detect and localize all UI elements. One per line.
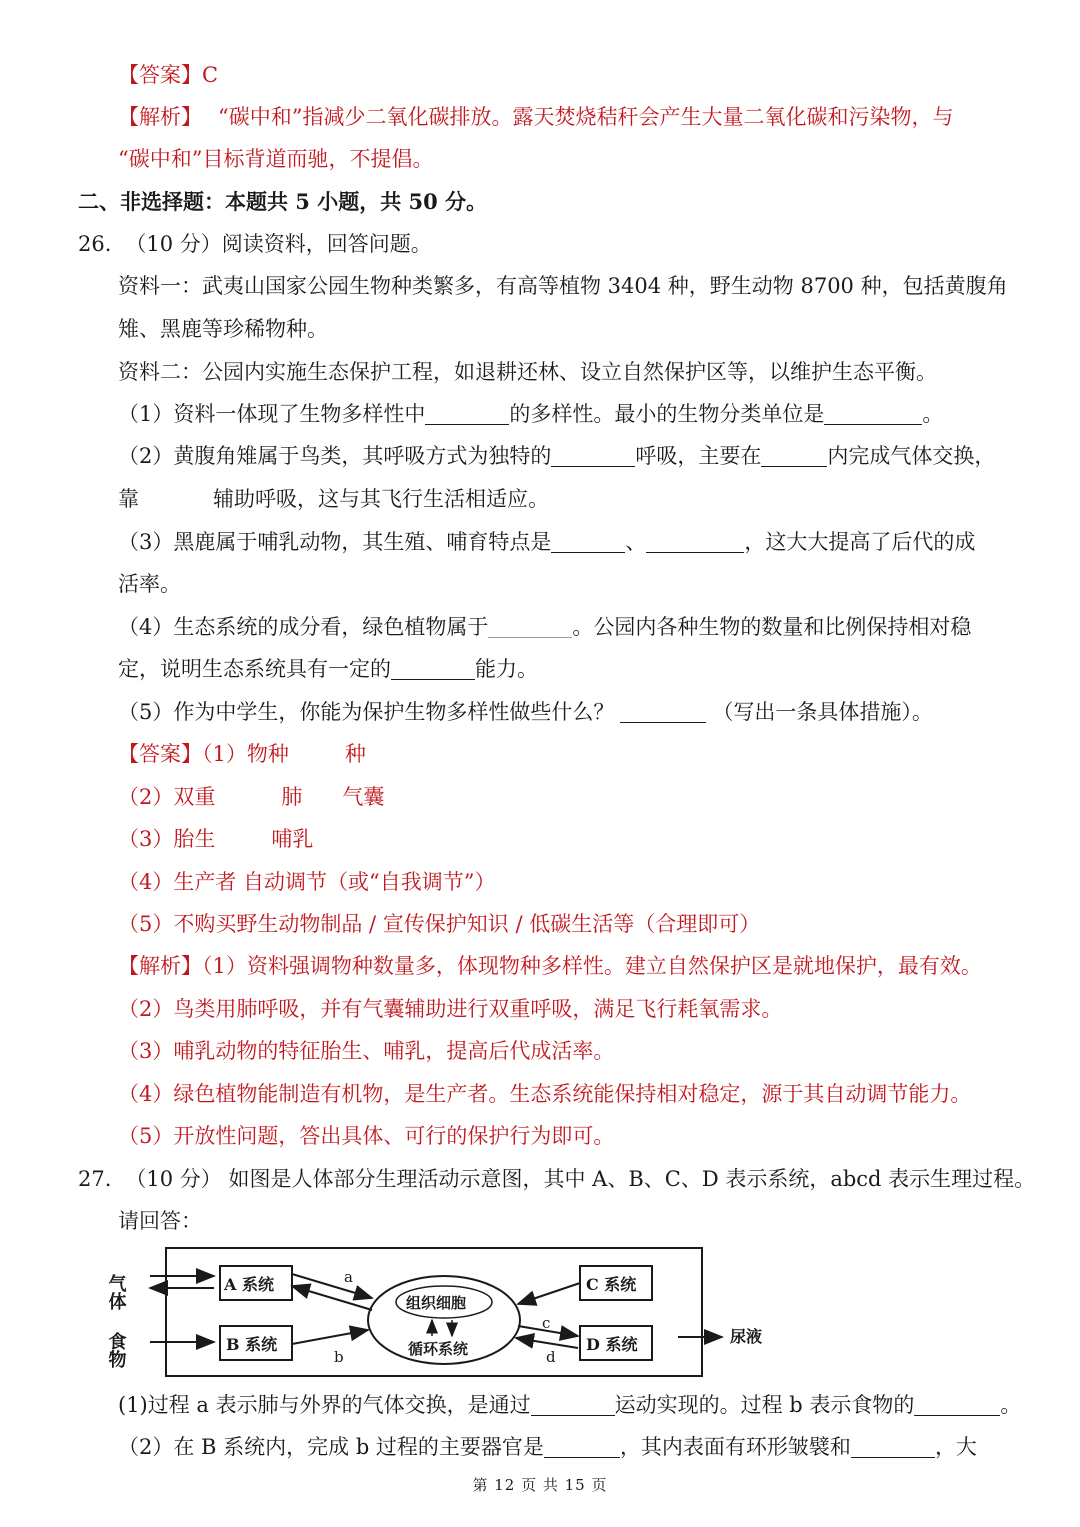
answer-blank [551,530,625,553]
text: 运动实现的。过程 b 表示食物的 [614,1393,915,1417]
answer-blank [646,530,744,553]
q26-material1-line1: 资料一：武夷山国家公园生物种类繁多，有高等植物 3404 种，野生动物 8700 种，包括黄腹角 [118,274,1008,298]
text: （1） [202,742,247,766]
q27-sub2 [118,1432,977,1462]
text: （写出一条具体措施）。 [712,700,933,724]
text: 双重 [173,785,216,809]
q26-stem [78,229,432,259]
answer-blank [824,402,922,425]
text: ，其内表面有环形皱襞和 [619,1435,851,1459]
text: ，这大大提高了后代的成 [744,530,976,554]
q27-stem2: 请回答： [118,1209,202,1233]
q26-answer-4: （4）生产者 自动调节（或“自我调节”） [118,870,496,894]
q26-sub3-cont: 活率。 [118,572,181,596]
system-d-label: D 系统 [586,1335,638,1354]
text: (1)过程 a 表示肺与外界的气体交换，是通过 [118,1393,531,1417]
text: 肺 [281,785,303,809]
q25-analysis-line2: “碳中和”目标背道而驰，不提倡。 [118,147,434,171]
process-b-label: b [334,1348,344,1366]
answer-blank [620,700,706,723]
text: （2）黄腹角雉属于鸟类，其呼吸方式为独特的 [118,444,552,468]
system-a-label: A 系统 [224,1275,274,1294]
text: 胎生 [173,827,216,851]
q26-sub4-cont [118,654,538,684]
text: 种 [344,742,366,766]
text: 。 [1000,1393,1022,1417]
section-heading: 二、非选择题：本题共 5 小题，共 50 分。 [78,189,488,214]
q26-material2: 资料二：公园内实施生态保护工程，如退耕还林、设立自然保护区等，以维护生态平衡。 [118,360,937,384]
gas-label: 气体 [105,1274,127,1310]
q26-sub1 [118,399,943,429]
text: ，大 [934,1435,977,1459]
text: （1）资料一体现了生物多样性中 [118,402,426,426]
process-a-label: a [344,1268,353,1286]
process-a-arrow-in [292,1274,372,1298]
q27-stem [78,1164,1035,1194]
text: （2）在 B 系统内，完成 b 过程的主要器官是 [118,1435,544,1459]
q26-sub2-cont [118,484,549,514]
process-c-label: c [542,1314,551,1332]
q26-sub5 [118,697,933,727]
answer-blank [488,615,572,638]
text: 的多样性。最小的生物分类单位是 [509,402,825,426]
process-d-arrow [516,1338,578,1348]
q26-answer-1 [118,739,366,769]
text: （3） [118,827,174,851]
text: 哺乳 [271,827,314,851]
text: 定，说明生态系统具有一定的 [118,657,391,681]
text: 气囊 [342,785,385,809]
q26-analysis-2: （2）鸟类用肺呼吸，并有气囊辅助进行双重呼吸，满足飞行耗氧需求。 [118,997,783,1021]
answer-blank [851,1435,935,1458]
text: 。公园内各种生物的数量和比例保持相对稳 [572,615,972,639]
physiology-diagram [105,1240,790,1380]
analysis-text: “碳中和”指减少二氧化碳排放。露天焚烧秸秆会产生大量二氧化碳和污染物，与 [218,105,954,129]
q25-answer: 【答案】C [118,63,219,87]
answer-blank [391,657,475,680]
process-a-arrow-out [292,1286,372,1310]
tissue-cell-label: 组织细胞 [406,1294,467,1312]
q26-analysis-5: （5）开放性问题，答出具体、可行的保护行为即可。 [118,1124,615,1148]
q26-stem-text: （10 分）阅读资料，回答问题。 [125,232,432,256]
answer-blank [425,402,509,425]
answer-blank [551,444,635,467]
circulation-label: 循环系统 [408,1340,469,1358]
q26-answer-3 [118,824,313,854]
q27-number: 27. [78,1167,112,1191]
q26-analysis-4: （4）绿色植物能制造有机物，是生产者。生态系统能保持相对稳定，源于其自动调节能力。 [118,1082,972,1106]
urine-label: 尿液 [730,1327,763,1346]
page-footer: 第 12 页 共 15 页 [472,1476,608,1494]
text: （5）作为中学生，你能为保护生物多样性做些什么？ [118,700,615,724]
text: 。 [922,402,944,426]
q26-sub3 [118,527,975,557]
text: （4）生态系统的成分看，绿色植物属于 [118,615,489,639]
text: 、 [625,530,647,554]
text: 内完成气体交换， [827,444,996,468]
process-b-arrow [292,1330,368,1344]
q26-number: 26. [78,232,112,256]
analysis-tag: 【解析】 [118,954,202,978]
q26-analysis-1 [118,951,982,981]
answer-blank [914,1393,1000,1416]
answer-blank [531,1393,615,1416]
q27-stem-text: （10 分） 如图是人体部分生理活动示意图，其中 A、B、C、D 表示系统，abcd 表示生理过程。 [125,1167,1036,1191]
system-c-label: C 系统 [586,1275,637,1294]
q26-analysis-3: （3）哺乳动物的特征胎生、哺乳，提高后代成活率。 [118,1039,615,1063]
q26-material1-line2: 雉、黑鹿等珍稀物种。 [118,317,328,341]
food-label: 食物 [105,1332,127,1368]
text: 能力。 [475,657,538,681]
answer-blank [761,444,827,467]
text: 靠 [118,487,139,511]
text: （2） [118,785,174,809]
q26-sub4 [118,612,971,642]
q26-sub2 [118,441,995,471]
system-b-label: B 系统 [226,1335,278,1354]
c-to-body-arrow [518,1283,580,1304]
answer-blank [544,1435,620,1458]
analysis-tag: 【解析】 [118,105,202,129]
text: 物种 [246,742,289,766]
answer-tag: 【答案】 [118,742,202,766]
q25-analysis-line1 [118,102,953,132]
text: （3）黑鹿属于哺乳动物，其生殖、哺育特点是 [118,530,552,554]
q26-answer-2 [118,782,384,812]
q26-answer-5: （5）不购买野生动物制品 / 宣传保护知识 / 低碳生活等（合理即可） [118,912,761,936]
q27-sub1 [118,1390,1021,1420]
text: （1）资料强调物种数量多，体现物种多样性。建立自然保护区是就地保护，最有效。 [202,954,982,978]
text: 辅助呼吸，这与其飞行生活相适应。 [213,487,549,511]
text: 呼吸，主要在 [635,444,762,468]
process-d-label: d [546,1348,556,1366]
